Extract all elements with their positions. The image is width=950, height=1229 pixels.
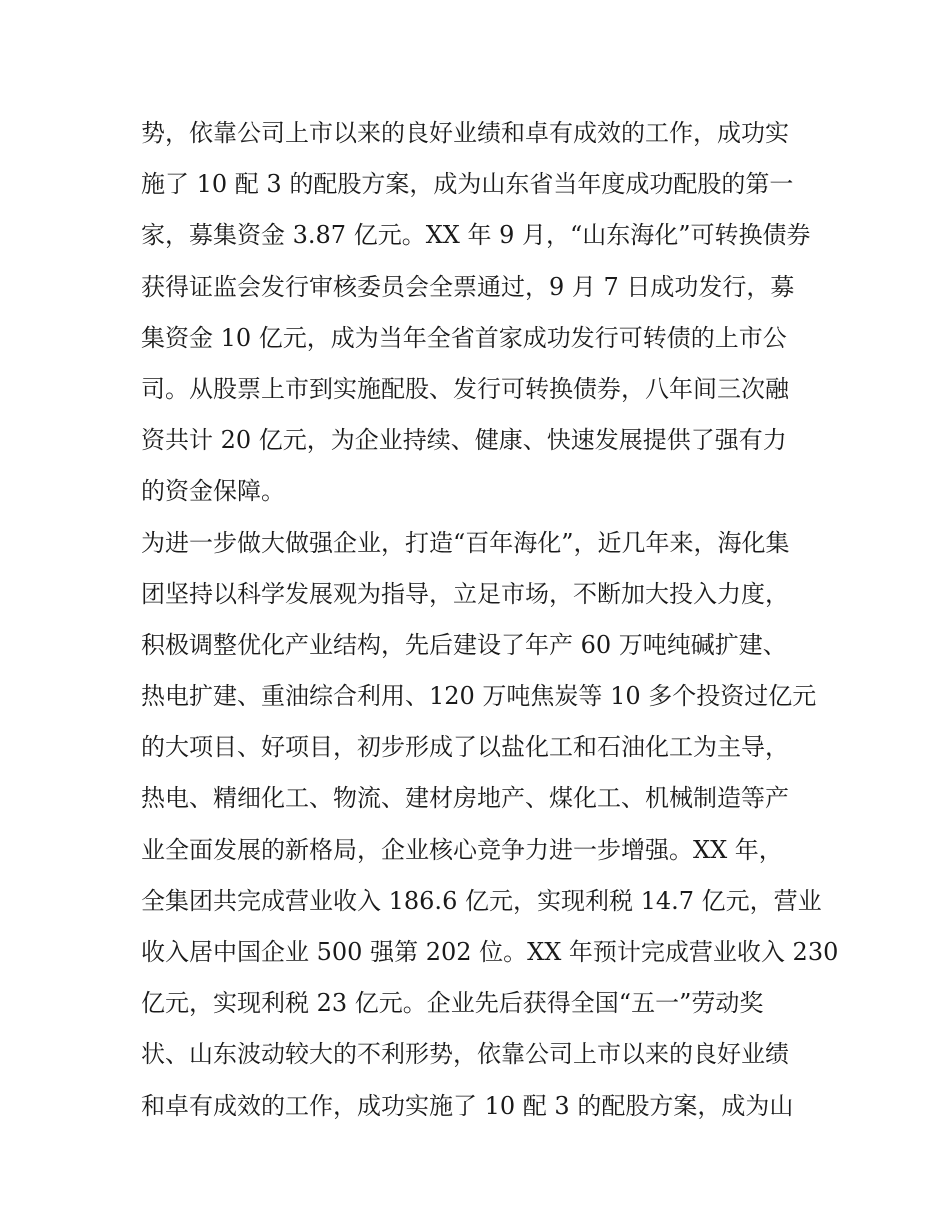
- text-line: 热电、精细化工、物流、建材房地产、煤化工、机械制造等产: [141, 784, 789, 813]
- text-line: 获得证监会发行审核委员会全票通过，9 月 7 日成功发行，募: [141, 272, 795, 301]
- text-line: 亿元，实现利税 23 亿元。企业先后获得全国“五一”劳动奖: [141, 989, 764, 1018]
- text-line: 的资金保障。: [141, 477, 285, 506]
- text-line: 为进一步做大做强企业，打造“百年海化”，近几年来，海化集: [141, 528, 790, 557]
- text-line: 资共计 20 亿元，为企业持续、健康、快速发展提供了强有力: [141, 426, 787, 455]
- body-text: [141, 108, 839, 1132]
- text-line: 集资金 10 亿元，成为当年全省首家成功发行可转债的上市公: [141, 323, 787, 352]
- text-line: 势，依靠公司上市以来的良好业绩和卓有成效的工作，成功实: [141, 119, 789, 147]
- text-line: 业全面发展的新格局，企业核心竞争力进一步增强。XX 年，: [141, 835, 783, 864]
- text-line: 全集团共完成营业收入 186.6 亿元，实现利税 14.7 亿元，营业: [141, 886, 822, 915]
- text-line: 的大项目、好项目，初步形成了以盐化工和石油化工为主导，: [141, 733, 789, 762]
- text-line: 施了 10 配 3 的配股方案，成为山东省当年度成功配股的第一: [141, 170, 794, 199]
- text-line: 积极调整优化产业结构，先后建设了年产 60 万吨纯碱扩建、: [141, 630, 787, 659]
- text-line: 司。从股票上市到实施配股、发行可转换债券，八年间三次融: [141, 374, 789, 403]
- text-line: 热电扩建、重油综合利用、120 万吨焦炭等 10 多个投资过亿元: [141, 682, 817, 711]
- text-line: 收入居中国企业 500 强第 202 位。XX 年预计完成营业收入 230: [141, 938, 839, 966]
- text-line: 和卓有成效的工作，成功实施了 10 配 3 的配股方案，成为山: [141, 1091, 794, 1120]
- text-line: 团坚持以科学发展观为指导，立足市场，不断加大投入力度，: [141, 579, 789, 608]
- text-line: 状、山东波动较大的不利形势，依靠公司上市以来的良好业绩: [141, 1040, 789, 1069]
- text-line: 家，募集资金 3.87 亿元。XX 年 9 月，“山东海化”可转换债券: [141, 221, 811, 250]
